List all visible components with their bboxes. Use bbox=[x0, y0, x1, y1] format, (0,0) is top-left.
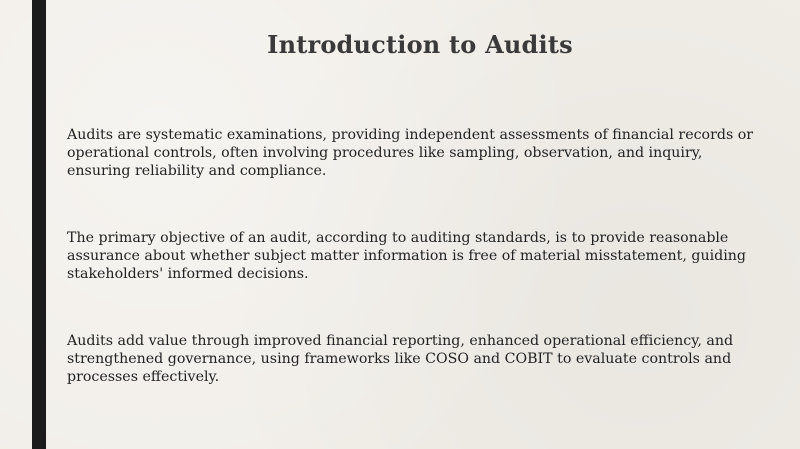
paragraph-definition: Audits are systematic examinations, providing independent assessments of financial records or operational controls, often involving procedures like sampling, observation, and inquiry, ensuring reliability and compliance. bbox=[67, 127, 754, 179]
slide-title: Introduction to Audits bbox=[267, 30, 573, 59]
paragraph-objective: The primary objective of an audit, according to auditing standards, is to provide reasonable assurance about whether subject matter information is free of material misstatement, guiding stakeholders' informed decisions. bbox=[67, 230, 746, 282]
accent-bar bbox=[32, 0, 46, 449]
paragraph-value: Audits add value through improved financial reporting, enhanced operational efficiency, and strengthened governance, using frameworks like COSO and COBIT to evaluate controls and processes effectively. bbox=[67, 333, 734, 385]
